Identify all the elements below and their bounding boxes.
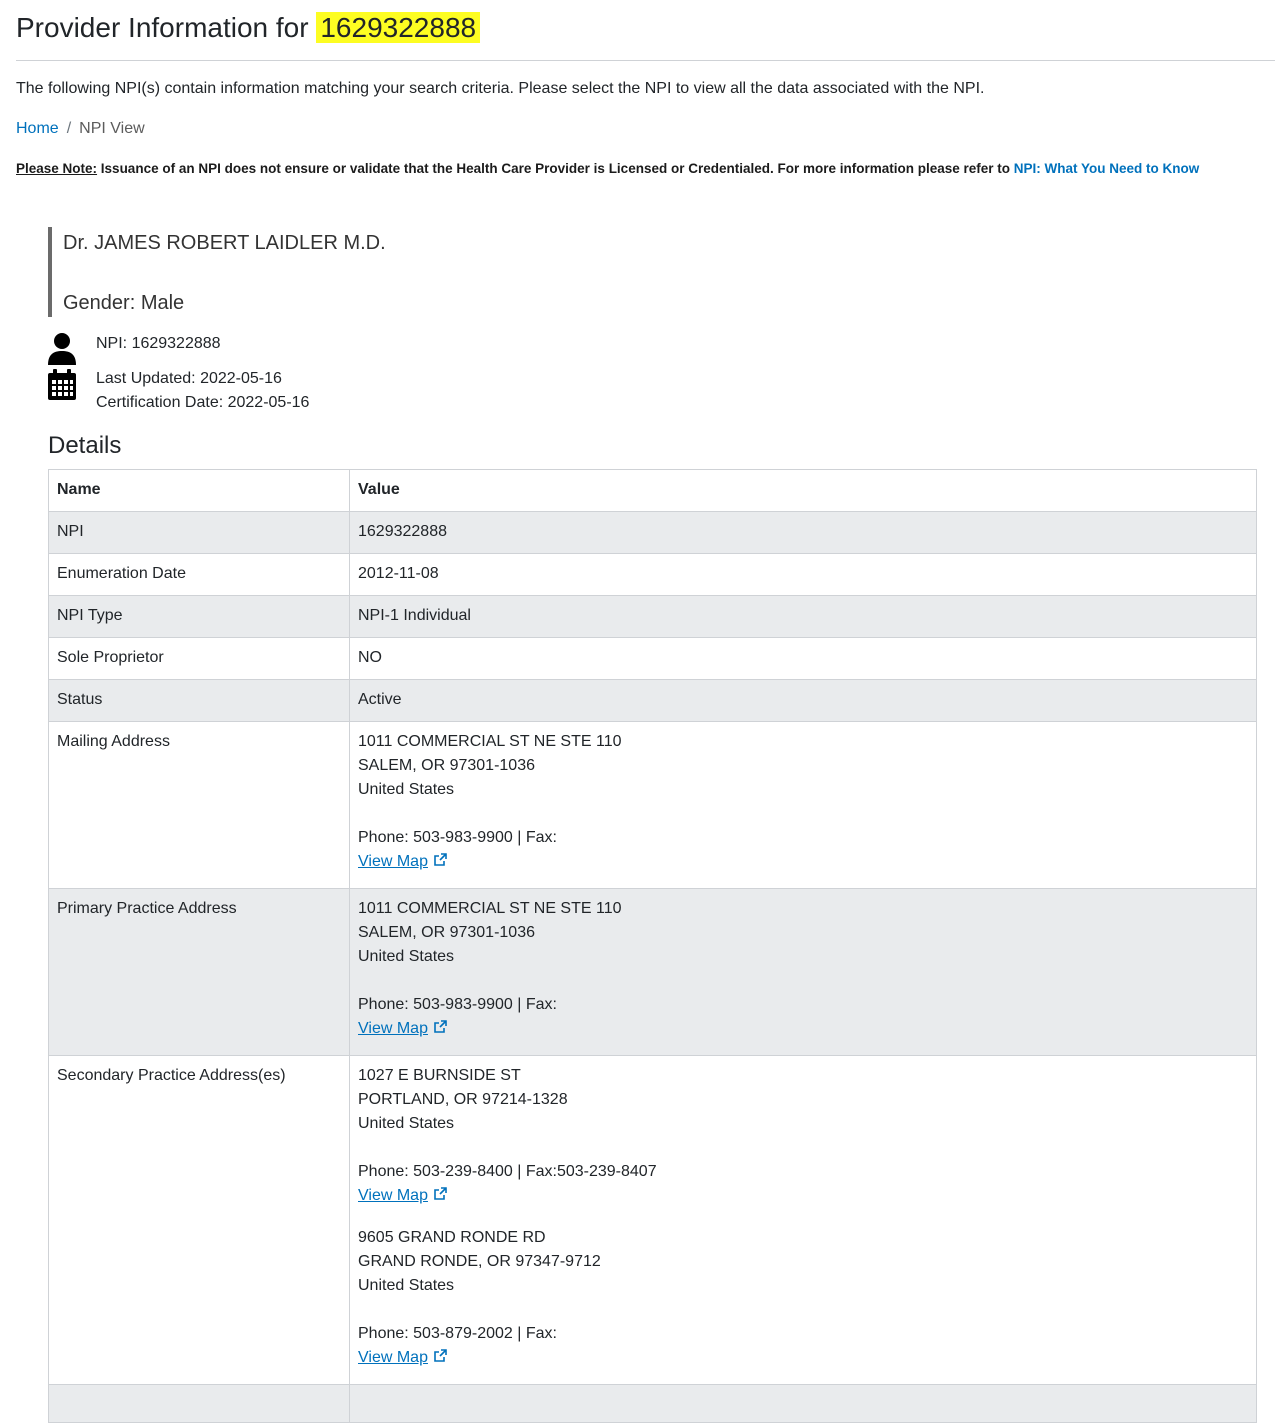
external-link-icon xyxy=(434,1020,447,1033)
external-link-icon xyxy=(434,853,447,866)
view-map-label: View Map xyxy=(358,1349,428,1366)
table-header-row xyxy=(49,470,1257,512)
title-divider xyxy=(16,60,1275,61)
external-link-icon xyxy=(434,1187,447,1200)
details-heading: Details xyxy=(48,432,122,459)
provider-certification-date: Certification Date: 2022-05-16 xyxy=(96,394,310,411)
view-map-label: View Map xyxy=(358,853,428,870)
address-line: 1011 COMMERCIAL ST NE STE 110 xyxy=(358,733,622,750)
view-map-link[interactable] xyxy=(358,1017,428,1041)
row-name: Sole Proprietor xyxy=(49,638,350,680)
secondary-address-value xyxy=(350,1056,1257,1385)
address-phone: Phone: 503-983-9900 | Fax: xyxy=(358,829,557,846)
please-note-label: Please Note: xyxy=(16,161,98,176)
highlighted-npi: 1629322888 xyxy=(316,12,480,43)
address-line: SALEM, OR 97301-1036 xyxy=(358,757,535,774)
address-line: 1011 COMMERCIAL ST NE STE 110 xyxy=(358,900,622,917)
table-row xyxy=(49,680,1257,722)
breadcrumb xyxy=(16,119,145,139)
provider-name: Dr. JAMES ROBERT LAIDLER M.D. xyxy=(63,232,386,254)
row-name: Secondary Practice Address(es) xyxy=(49,1056,350,1385)
row-value: 1629322888 xyxy=(350,512,1257,554)
breadcrumb-home-link[interactable]: Home xyxy=(16,120,59,137)
table-row xyxy=(49,1385,1257,1423)
table-row xyxy=(49,512,1257,554)
address-phone: Phone: 503-239-8400 | Fax:503-239-8407 xyxy=(358,1163,657,1180)
page-title-prefix: Provider Information for xyxy=(16,12,309,43)
address-country: United States xyxy=(358,948,455,965)
address-phone: Phone: 503-879-2002 | Fax: xyxy=(358,1325,557,1342)
row-value: NPI-1 Individual xyxy=(350,596,1257,638)
column-header-name: Name xyxy=(49,470,350,512)
breadcrumb-current: NPI View xyxy=(79,120,145,137)
address-line: SALEM, OR 97301-1036 xyxy=(358,924,535,941)
view-map-label: View Map xyxy=(358,1020,428,1037)
address-phone: Phone: 503-983-9900 | Fax: xyxy=(358,996,557,1013)
address-line: 1027 E BURNSIDE ST xyxy=(358,1067,521,1084)
calendar-icon xyxy=(46,368,78,402)
details-table xyxy=(48,469,1257,1423)
view-map-label: View Map xyxy=(358,1187,428,1204)
view-map-link[interactable] xyxy=(358,1184,428,1208)
secondary-practice-address-row xyxy=(49,1056,1257,1385)
mailing-address-value xyxy=(350,722,1257,889)
row-name: NPI Type xyxy=(49,596,350,638)
external-link-icon xyxy=(434,1349,447,1362)
row-name: NPI xyxy=(49,512,350,554)
table-row xyxy=(49,596,1257,638)
provider-npi: NPI: 1629322888 xyxy=(96,335,221,352)
address-line: 9605 GRAND RONDE RD xyxy=(358,1229,546,1246)
row-value: Active xyxy=(350,680,1257,722)
person-icon xyxy=(46,332,78,366)
provider-name-block xyxy=(48,227,552,317)
column-header-value: Value xyxy=(350,470,1257,512)
address-line: GRAND RONDE, OR 97347-9712 xyxy=(358,1253,601,1270)
row-name: Enumeration Date xyxy=(49,554,350,596)
table-row xyxy=(49,554,1257,596)
row-name: Status xyxy=(49,680,350,722)
row-name: Primary Practice Address xyxy=(49,889,350,1056)
primary-address-value xyxy=(350,889,1257,1056)
row-value: 2012-11-08 xyxy=(350,554,1257,596)
view-map-link[interactable] xyxy=(358,850,428,874)
intro-text: The following NPI(s) contain information matching your search criteria. Please select the NPI to view all the data associated with the NPI. xyxy=(16,80,985,97)
address-country: United States xyxy=(358,1277,455,1294)
mailing-address-row xyxy=(49,722,1257,889)
address-line: PORTLAND, OR 97214-1328 xyxy=(358,1091,568,1108)
npi-know-link[interactable]: NPI: What You Need to Know xyxy=(1013,161,1200,176)
address-country: United States xyxy=(358,781,455,798)
please-note xyxy=(16,160,1199,178)
row-value: NO xyxy=(350,638,1257,680)
view-map-link[interactable] xyxy=(358,1346,428,1370)
primary-practice-address-row xyxy=(49,889,1257,1056)
please-note-text: Issuance of an NPI does not ensure or validate that the Health Care Provider is Licensed or Credentialed. For more information please refer to xyxy=(97,161,1014,176)
provider-gender: Gender: Male xyxy=(63,292,185,314)
address-country: United States xyxy=(358,1115,455,1132)
page-title xyxy=(16,8,480,48)
provider-last-updated: Last Updated: 2022-05-16 xyxy=(96,370,282,387)
breadcrumb-separator: / xyxy=(66,120,72,137)
row-name: Mailing Address xyxy=(49,722,350,889)
table-row xyxy=(49,638,1257,680)
